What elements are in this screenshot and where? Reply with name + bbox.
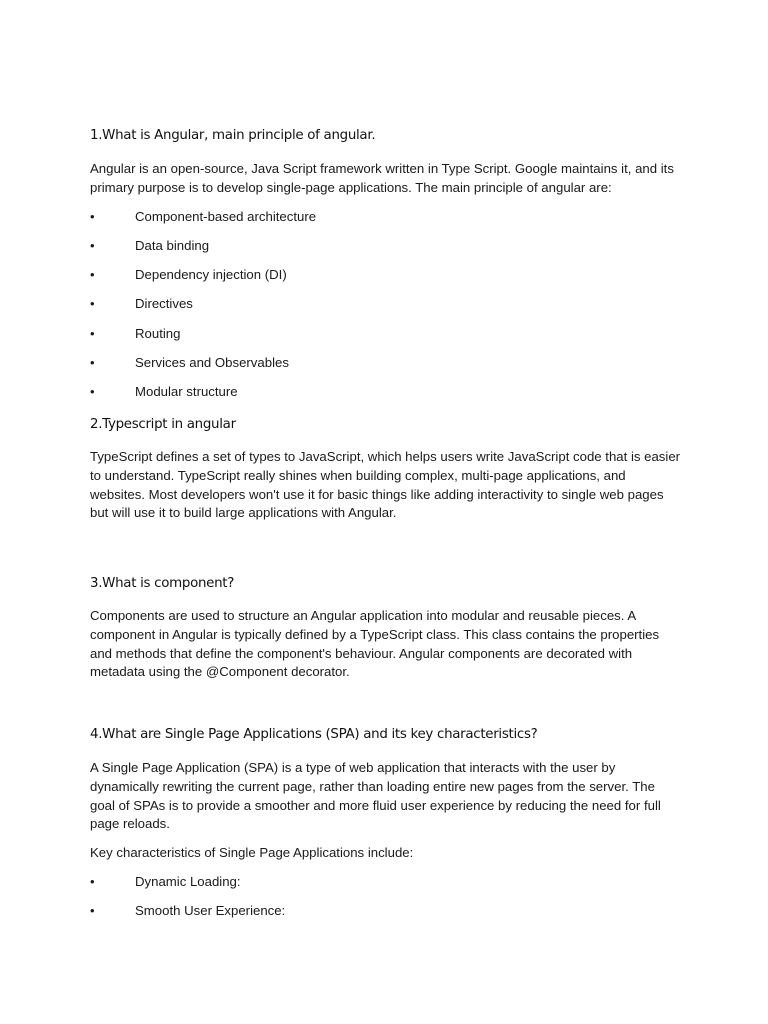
bullet-icon: • xyxy=(90,209,95,224)
bullet-icon: • xyxy=(90,326,95,341)
section-4-paragraph-2: Key characteristics of Single Page Applications include: xyxy=(90,845,414,860)
list-item-text: Component-based architecture xyxy=(135,209,317,224)
bullet-icon: • xyxy=(90,903,95,918)
section-1-heading: 1.What is Angular, main principle of angular. xyxy=(90,128,376,143)
bullet-icon: • xyxy=(90,238,95,253)
bullet-icon: • xyxy=(90,355,95,370)
list-item-text: Services and Observables xyxy=(135,355,289,370)
bullet-icon: • xyxy=(90,384,95,399)
section-2-paragraph: TypeScript defines a set of types to JavaScript, which helps users write JavaScript code that is easier to understand. TypeScript really shines when building complex, multi-page applications, and websites. Most developers won't use it for basic things like adding interactivity to single web pages but will use it to build large applications with Angular. xyxy=(90,449,681,521)
list-item-text: Routing xyxy=(135,326,181,341)
section-4-heading: 4.What are Single Page Applications (SPA) and its key characteristics? xyxy=(90,727,538,742)
bullet-icon: • xyxy=(90,296,95,311)
bullet-icon: • xyxy=(90,267,95,282)
list-item-text: Data binding xyxy=(135,238,210,253)
list-item-text: Directives xyxy=(135,296,193,311)
bullet-icon: • xyxy=(90,874,95,889)
list-item-text: Smooth User Experience: xyxy=(135,903,286,918)
section-1-paragraph: Angular is an open-source, Java Script framework written in Type Script. Google maintains it, and its primary purpose is to develop single-page applications. The main principle of angular are: xyxy=(90,161,674,195)
section-4-paragraph: A Single Page Application (SPA) is a type of web application that interacts with the user by dynamically rewriting the current page, rather than loading entire new pages from the server. The goal of SPAs is to provide a smoother and more fluid user experience by reducing the need for full page reloads. xyxy=(90,760,661,832)
list-item-text: Dependency injection (DI) xyxy=(135,267,287,282)
section-2-heading: 2.Typescript in angular xyxy=(90,417,236,432)
section-3-heading: 3.What is component? xyxy=(90,576,235,591)
section-3-paragraph: Components are used to structure an Angular application into modular and reusable pieces. A component in Angular is typically defined by a TypeScript class. This class contains the properties and methods that define the component's behaviour. Angular components are decorated with metadata using the @Component decorator. xyxy=(90,608,660,680)
list-item-text: Dynamic Loading: xyxy=(135,874,241,889)
list-item-text: Modular structure xyxy=(135,384,238,399)
